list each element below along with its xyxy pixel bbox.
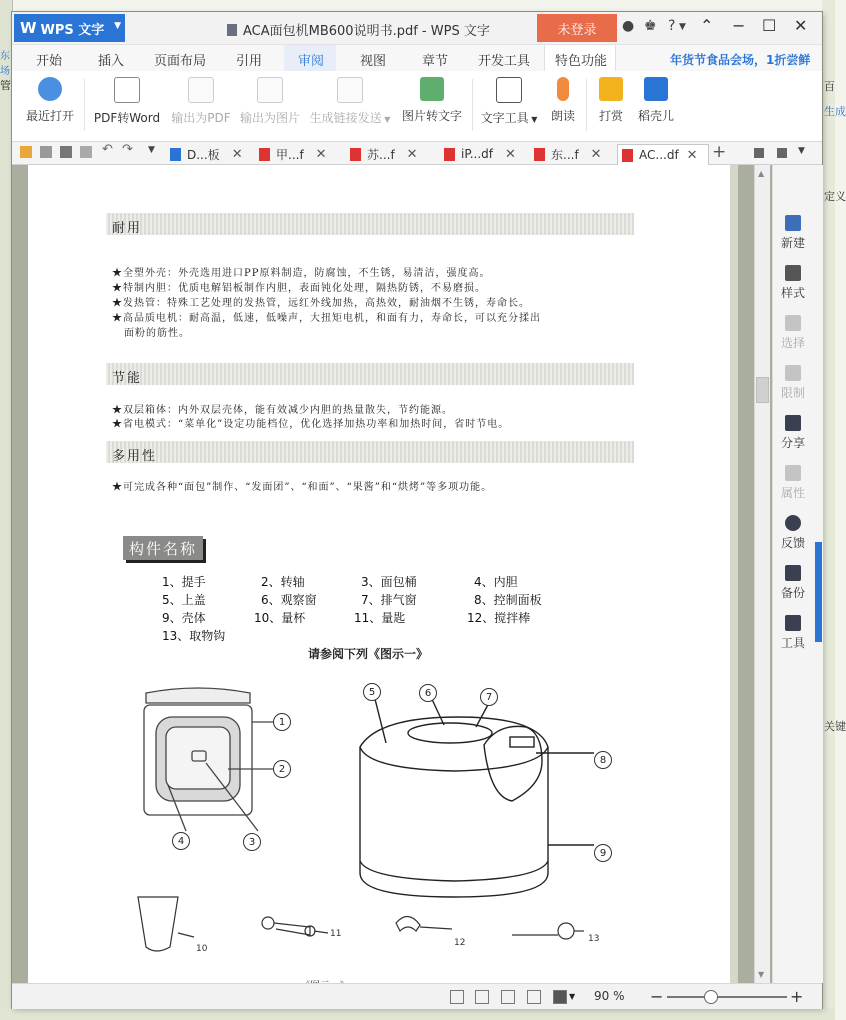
callout-11: 11 bbox=[330, 929, 342, 939]
styles-icon bbox=[785, 265, 801, 281]
callout-5: 5 bbox=[363, 683, 381, 701]
sidebar-label: 工具 bbox=[780, 636, 805, 650]
sidebar-item-select[interactable] bbox=[773, 315, 813, 351]
zoom-slider-knob[interactable] bbox=[704, 990, 718, 1004]
pdf-file-icon bbox=[259, 148, 270, 161]
wps-logo-icon: W bbox=[20, 19, 37, 37]
close-icon[interactable]: ✕ bbox=[590, 146, 602, 162]
tab-d-icon[interactable] bbox=[777, 148, 787, 158]
properties-icon bbox=[785, 465, 801, 481]
sidebar-label: 备份 bbox=[780, 586, 805, 600]
toolbox-icon bbox=[785, 615, 801, 631]
part-item: 6、观察窗 bbox=[261, 593, 317, 607]
section-title: 耐用 bbox=[112, 221, 143, 236]
section-title: 节能 bbox=[112, 371, 143, 386]
help-icon[interactable]: ? bbox=[668, 18, 676, 34]
tab-chapter[interactable]: 章节 bbox=[422, 54, 449, 69]
part-item: 1、提手 bbox=[162, 575, 206, 589]
print-preview-icon[interactable] bbox=[80, 146, 92, 158]
paragraph-line: ★高品质电机：耐高温，低速，低噪声，大扭矩电机，和面有力，寿命长，可以充分揉出 bbox=[112, 313, 541, 324]
sidebar-label: 选择 bbox=[780, 336, 805, 350]
select-icon bbox=[785, 315, 801, 331]
sidebar-item-restrict[interactable] bbox=[773, 365, 813, 401]
page-edge bbox=[730, 165, 738, 983]
pdf-file-icon bbox=[444, 148, 455, 161]
part-item: 10、量杯 bbox=[254, 611, 306, 625]
export-image-icon bbox=[257, 77, 283, 103]
read-aloud-button[interactable] bbox=[548, 77, 578, 124]
chevron-down-icon: ▼ bbox=[381, 115, 391, 124]
tab-insert[interactable]: 插入 bbox=[98, 54, 125, 69]
save-icon[interactable] bbox=[40, 146, 52, 158]
microphone-icon bbox=[557, 77, 569, 101]
close-icon[interactable]: ✕ bbox=[794, 16, 808, 35]
cloud-icon bbox=[38, 77, 62, 101]
pdf-file-icon bbox=[622, 149, 633, 162]
redo-icon[interactable]: ↷ bbox=[122, 142, 133, 157]
file-tab[interactable] bbox=[259, 144, 327, 164]
tab-view[interactable]: 视图 bbox=[360, 54, 387, 69]
sidebar-item-styles[interactable] bbox=[773, 265, 813, 301]
share-link-icon bbox=[337, 77, 363, 103]
share-link-button[interactable] bbox=[308, 77, 392, 126]
text-tools-button[interactable] bbox=[478, 77, 540, 126]
maximize-icon[interactable]: ☐ bbox=[762, 16, 777, 35]
export-image-button[interactable] bbox=[238, 77, 302, 126]
page-view-icon[interactable] bbox=[475, 990, 489, 1004]
desktop-fragment: 关键 bbox=[824, 720, 846, 733]
callout-6: 6 bbox=[419, 684, 437, 702]
eye-protection-icon[interactable] bbox=[553, 990, 567, 1004]
zoom-level: 90 % bbox=[594, 989, 625, 1003]
paragraph-line: ★特制内胆：优质电解铝板制作内胆，表面钝化处理，隔热防锈，不易磨损。 bbox=[112, 283, 486, 294]
sidebar-label: 分享 bbox=[780, 436, 805, 450]
file-tab-label: 东...f bbox=[551, 147, 579, 162]
promo-link[interactable]: 年货节食品会场，1折尝鲜 bbox=[670, 53, 811, 67]
scrollbar-thumb[interactable] bbox=[756, 377, 769, 403]
pdf-file-icon bbox=[227, 24, 237, 36]
new-tab-icon[interactable]: + bbox=[712, 142, 727, 162]
reference-line: 请参阅下列《图示一》 bbox=[308, 647, 429, 661]
file-tab[interactable] bbox=[170, 144, 243, 164]
image-to-text-button[interactable] bbox=[398, 77, 466, 124]
feedback-icon bbox=[785, 515, 801, 531]
app-name: WPS 文字 bbox=[40, 22, 105, 38]
recent-open-button[interactable] bbox=[24, 77, 76, 124]
vertical-scrollbar[interactable] bbox=[754, 165, 770, 983]
part-item: 3、面包桶 bbox=[361, 575, 417, 589]
tab-page-layout[interactable]: 页面布局 bbox=[154, 54, 207, 69]
close-icon[interactable]: ✕ bbox=[231, 146, 243, 162]
sidebar-label: 反馈 bbox=[780, 536, 805, 550]
callout-12: 12 bbox=[454, 938, 466, 948]
tab-special-features[interactable]: 特色功能 bbox=[555, 54, 608, 69]
close-icon[interactable]: ✕ bbox=[686, 147, 698, 163]
ribbon-separator bbox=[472, 79, 473, 131]
chevron-down-icon[interactable]: ▼ bbox=[569, 992, 576, 1001]
window-title: ACA面包机MB600说明书.pdf - WPS 文字 bbox=[243, 24, 490, 39]
ribbon-label: 输出为PDF bbox=[171, 111, 231, 125]
callout-13: 13 bbox=[588, 934, 600, 944]
ribbon-label: 打赏 bbox=[598, 109, 623, 123]
undo-icon[interactable]: ↶ bbox=[102, 142, 113, 157]
callout-10: 10 bbox=[196, 944, 208, 954]
sidebar-item-tools[interactable] bbox=[773, 615, 813, 651]
menu-tabs bbox=[12, 45, 822, 71]
sidebar-label: 新建 bbox=[780, 236, 805, 250]
desktop-fragment: 东场 bbox=[0, 51, 10, 77]
backup-icon bbox=[785, 565, 801, 581]
zoom-out-icon[interactable]: − bbox=[650, 987, 664, 1006]
bread-machine-diagram bbox=[28, 665, 730, 995]
chevron-down-icon[interactable]: ▼ bbox=[679, 22, 686, 32]
document-area bbox=[12, 165, 772, 983]
title-bar bbox=[12, 12, 822, 45]
restrict-icon bbox=[785, 365, 801, 381]
sidebar-collapse-handle[interactable] bbox=[815, 542, 822, 642]
status-bar bbox=[12, 983, 822, 1009]
tab-list-icon[interactable] bbox=[754, 148, 764, 158]
ribbon-label: 输出为图片 bbox=[239, 111, 300, 125]
callout-4: 4 bbox=[172, 832, 190, 850]
parts-title: 构件名称 bbox=[123, 536, 203, 560]
chevron-down-icon: ▼ bbox=[528, 115, 538, 124]
docer-icon bbox=[644, 77, 668, 101]
file-tab-label: iP...df bbox=[461, 147, 493, 161]
chevron-down-icon[interactable]: ▼ bbox=[798, 146, 805, 156]
ribbon-label: PDF转Word bbox=[93, 111, 161, 125]
close-icon[interactable]: ✕ bbox=[505, 146, 516, 162]
sidebar-item-share[interactable] bbox=[773, 415, 813, 451]
desktop-fragment: 管 bbox=[0, 79, 11, 92]
callout-2: 2 bbox=[273, 760, 291, 778]
minimize-icon[interactable]: − bbox=[732, 16, 746, 35]
tab-references[interactable]: 引用 bbox=[236, 54, 263, 69]
file-tab[interactable] bbox=[350, 144, 418, 164]
section-header-bar bbox=[106, 213, 634, 235]
sidebar-item-backup[interactable] bbox=[773, 565, 813, 601]
sidebar-label: 限制 bbox=[780, 386, 805, 400]
app-menu-button[interactable] bbox=[14, 14, 125, 42]
scroll-up-icon[interactable]: ▲ bbox=[758, 169, 765, 178]
sidebar-item-feedback[interactable] bbox=[773, 515, 813, 551]
export-pdf-button[interactable] bbox=[170, 77, 232, 126]
pdf-file-icon bbox=[350, 148, 361, 161]
part-item: 12、搅拌棒 bbox=[467, 611, 531, 625]
chevron-down-icon[interactable]: ▼ bbox=[148, 145, 155, 155]
text-tools-icon bbox=[496, 77, 522, 103]
ribbon-label: 生成链接发送 bbox=[309, 111, 382, 125]
new-document-icon bbox=[785, 215, 801, 231]
paragraph-line: ★全塑外壳：外壳选用进口PP原料制造，防腐蚀，不生锈，易清洁，强度高。 bbox=[112, 268, 491, 279]
file-tab-label: 苏...f bbox=[367, 147, 395, 162]
part-item: 5、上盖 bbox=[162, 593, 206, 607]
ribbon-label: 最近打开 bbox=[25, 109, 74, 123]
section-header-bar bbox=[106, 363, 634, 385]
chevron-down-icon: ▼ bbox=[114, 21, 121, 31]
desktop-fragment: 生成 bbox=[824, 105, 846, 118]
inner-pan-drawing bbox=[144, 688, 280, 831]
reading-view-icon[interactable] bbox=[527, 990, 541, 1004]
print-icon[interactable] bbox=[60, 146, 72, 158]
tab-developer[interactable]: 开发工具 bbox=[478, 54, 531, 69]
shirt-icon[interactable]: ♚ bbox=[644, 18, 657, 34]
reward-button[interactable] bbox=[596, 77, 626, 124]
part-item: 4、内胆 bbox=[474, 575, 518, 589]
file-tab-label: AC...df bbox=[639, 148, 679, 162]
ribbon-label: 文字工具 bbox=[480, 111, 529, 125]
callout-7: 7 bbox=[480, 688, 498, 706]
file-tab[interactable] bbox=[534, 144, 602, 164]
callout-8: 8 bbox=[594, 751, 612, 769]
desktop-fragment: 百 bbox=[824, 80, 835, 93]
file-tab-label: 甲...f bbox=[276, 147, 304, 162]
paragraph-line: ★可完成各种“面包”制作、“发面团”、“和面”、“果酱”和“烘烤”等多项功能。 bbox=[112, 482, 493, 493]
tab-review[interactable]: 审阅 bbox=[298, 54, 325, 69]
sidebar-label: 属性 bbox=[780, 486, 805, 500]
window-title-wrap bbox=[227, 20, 490, 39]
ribbon-separator bbox=[84, 79, 85, 131]
zoom-in-icon[interactable]: + bbox=[790, 987, 804, 1006]
file-tab-active[interactable] bbox=[617, 144, 709, 165]
callout-3: 3 bbox=[243, 833, 261, 851]
reward-icon bbox=[599, 77, 623, 101]
login-button[interactable]: 未登录 bbox=[537, 14, 617, 42]
pdf-file-icon bbox=[534, 148, 545, 161]
section-title: 多用性 bbox=[112, 449, 158, 464]
desktop-fragment: 定义 bbox=[824, 190, 846, 203]
sidebar-label: 样式 bbox=[780, 286, 805, 300]
desktop-right-strip bbox=[822, 0, 846, 1020]
wps-window bbox=[12, 12, 822, 1008]
export-pdf-icon bbox=[188, 77, 214, 103]
ribbon-separator bbox=[586, 79, 587, 131]
part-item: 2、转轴 bbox=[261, 575, 305, 589]
callout-1: 1 bbox=[273, 713, 291, 731]
file-tab[interactable] bbox=[444, 144, 516, 164]
callout-9: 9 bbox=[594, 844, 612, 862]
share-icon bbox=[785, 415, 801, 431]
multi-page-view-icon[interactable] bbox=[501, 990, 515, 1004]
pdf-to-word-icon bbox=[114, 77, 140, 103]
sidebar-item-properties[interactable] bbox=[773, 465, 813, 501]
open-folder-icon[interactable] bbox=[20, 146, 32, 158]
pdf-page bbox=[28, 165, 730, 983]
scroll-down-icon[interactable]: ▼ bbox=[758, 970, 765, 979]
collapse-ribbon-icon[interactable]: ⌃ bbox=[700, 16, 714, 35]
ribbon bbox=[12, 71, 822, 142]
paragraph-line: ★省电模式：“菜单化”设定功能档位，优化选择加热功率和加热时间，省时节电。 bbox=[112, 419, 510, 430]
ribbon-label: 稻壳儿 bbox=[637, 109, 674, 123]
paragraph-line: ★双层箱体：内外双层壳体，能有效减少内胆的热量散失，节约能源。 bbox=[112, 405, 453, 416]
fit-page-icon[interactable] bbox=[450, 990, 464, 1004]
ribbon-label: 图片转文字 bbox=[401, 109, 462, 123]
desktop-bottom-strip bbox=[0, 1008, 835, 1020]
pdf-to-word-button[interactable] bbox=[92, 77, 162, 126]
section-header-bar bbox=[106, 441, 634, 463]
part-item: 8、控制面板 bbox=[474, 593, 542, 607]
part-item: 11、量匙 bbox=[354, 611, 406, 625]
paragraph-line: ★发热管：特殊工艺处理的发热管，远红外线加热，高热效，耐油烟不生锈，寿命长。 bbox=[112, 298, 530, 309]
docer-button[interactable] bbox=[636, 77, 676, 124]
zoom-slider-track[interactable] bbox=[667, 996, 787, 998]
part-item: 13、取物钩 bbox=[162, 629, 226, 643]
bread-machine-drawing bbox=[360, 695, 594, 897]
part-item: 9、壳体 bbox=[162, 611, 206, 625]
close-icon[interactable]: ✕ bbox=[315, 146, 327, 162]
paragraph-line: 面粉的筋性。 bbox=[124, 328, 190, 339]
part-item: 7、排气窗 bbox=[361, 593, 417, 607]
file-tabs-bar bbox=[12, 142, 822, 165]
ribbon-label: 朗读 bbox=[550, 109, 575, 123]
sidebar-item-new[interactable] bbox=[773, 215, 813, 251]
tab-start[interactable]: 开始 bbox=[36, 54, 63, 69]
docer-file-icon bbox=[170, 148, 181, 161]
image-to-text-icon bbox=[420, 77, 444, 101]
file-tab-label: D...板 bbox=[187, 147, 220, 162]
close-icon[interactable]: ✕ bbox=[406, 146, 418, 162]
accessories-drawing bbox=[138, 897, 584, 951]
skin-icon[interactable]: ● bbox=[622, 18, 635, 34]
